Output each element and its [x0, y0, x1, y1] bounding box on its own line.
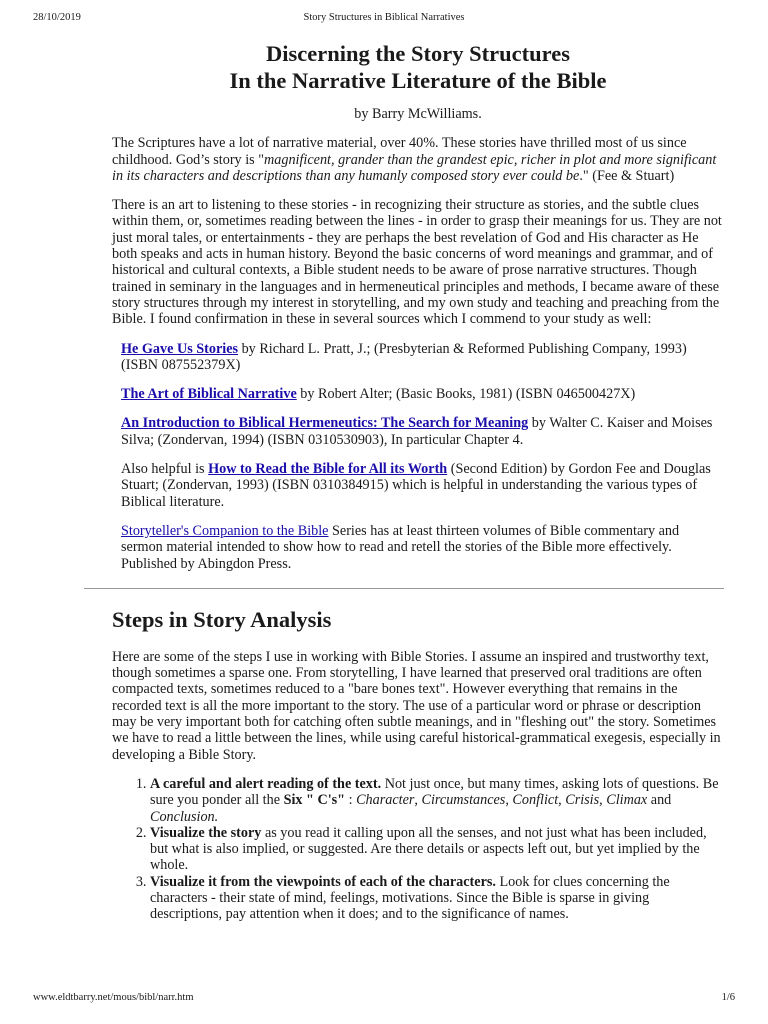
- print-title: Story Structures in Biblical Narratives: [303, 12, 465, 23]
- print-header: [33, 12, 735, 28]
- page-title: [112, 40, 724, 94]
- steps-list: [112, 776, 724, 923]
- document-body: [112, 40, 724, 923]
- link-art-of-biblical-narrative[interactable]: The Art of Biblical Narrative: [121, 386, 297, 403]
- link-storytellers-companion[interactable]: Storyteller's Companion to the Bible: [121, 522, 329, 539]
- reference-1: He Gave Us Stories by Richard L. Pratt, J.; (Presbyterian & Reformed Publishing Company, 1993) (ISBN 087552379X): [121, 340, 687, 373]
- art-paragraph: There is an art to listening to these stories - in recognizing their structure as stories, and the subtle clues within them, or, sometimes reading between the lines - in order to grasp their meanings for us. They are not just moral tales, or entertainments - they are perhaps the best revelation of God and His character as He both speaks and acts in human history. Beyond the basic concerns of word meanings and grammar, and of historical and cultural contexts, a Bible student needs to be aware of prose narrative structures. Though trained in seminary in the languages and in hermeneutical principles and methods, I became aware of these story structures through my interest in storytelling, and my own study and teaching and preaching from the Bible. I found confirmation in these in several sources which I commend to your study as well:: [112, 197, 722, 328]
- reference-4: Also helpful is How to Read the Bible for All its Worth (Second Edition) by Gordon Fee and Douglas Stuart; (Zondervan, 1993) (ISBN 0310384915) which is helpful in understanding the various types of Biblical literature.: [121, 461, 711, 510]
- quote: magnificent, grander than the grandest epic, richer in plot and more significant in its characters and descriptions than any humanly composed story ever could be: [112, 151, 717, 184]
- print-date: 28/10/2019: [33, 12, 81, 23]
- list-item: 1. A careful and alert reading of the text. Not just once, but many times, asking lots of questions. Be sure you ponder all the Six " C's" : Character, Circumstances, Conflict, Crisis, Climax and Conclusion.: [150, 776, 724, 825]
- reference-2: The Art of Biblical Narrative by Robert Alter; (Basic Books, 1981) (ISBN 046500427X): [121, 386, 636, 403]
- link-intro-biblical-hermeneutics[interactable]: An Introduction to Biblical Hermeneutics: The Search for Meaning: [121, 415, 529, 432]
- reference-3: An Introduction to Biblical Hermeneutics: The Search for Meaning by Walter C. Kaiser and Moises Silva; (Zondervan, 1994) (ISBN 0310530903), In particular Chapter 4.: [121, 415, 713, 448]
- intro-paragraph: The Scriptures have a lot of narrative material, over 40%. These stories have thrilled most of us since childhood. God’s story is "magnificent, grander than the grandest epic, richer in plot and more significant in its characters and descriptions than any humanly composed story ever could be." (Fee & Stuart): [112, 135, 717, 184]
- title-line-1: Discerning the Story Structures: [266, 41, 570, 66]
- link-how-to-read-the-bible[interactable]: How to Read the Bible for All its Worth: [208, 461, 448, 478]
- list-item: 3. Visualize it from the viewpoints of each of the characters. Look for clues concerning the characters - their state of mind, feelings, motivations. Since the Bible is sparse in giving descriptions, pay attention when it does; and to the significance of names.: [150, 874, 724, 923]
- list-item: 2. Visualize the story as you read it calling upon all the senses, and not just what has been included, but what is also implied, or suggested. Are there details or aspects left out, but yet implied by the whole.: [150, 825, 724, 874]
- reference-5: Storyteller's Companion to the Bible Series has at least thirteen volumes of Bible commentary and sermon material intended to show how to read and retell the stories of the Bible more effectively. Published by Abingdon Press.: [121, 522, 680, 572]
- section-divider: [84, 588, 724, 589]
- steps-intro: Here are some of the steps I use in working with Bible Stories. I assume an inspired and trustworthy text, though sometimes a sparse one. From storytelling, I have learned that preserved oral traditions are often compacted texts, sometimes reduced to a "bare bones text". However everything that remains in the recorded text is all the more important to the story. The use of a particular word or phrase or description may be very important both for catching often subtle meanings, and in "fleshing out" the story. Sometimes we have to read a little between the lines, while using careful historical-grammatical exegesis, especially in developing a Bible Story.: [112, 648, 721, 763]
- print-url: www.eldtbarry.net/mous/bibl/narr.htm: [33, 992, 194, 1003]
- byline: by Barry McWilliams.: [354, 106, 482, 122]
- print-footer: [33, 992, 735, 1008]
- page-number: 1/6: [721, 992, 735, 1003]
- section-heading: Steps in Story Analysis: [112, 606, 332, 632]
- link-he-gave-us-stories[interactable]: He Gave Us Stories: [121, 340, 239, 357]
- title-line-2: In the Narrative Literature of the Bible: [229, 68, 607, 93]
